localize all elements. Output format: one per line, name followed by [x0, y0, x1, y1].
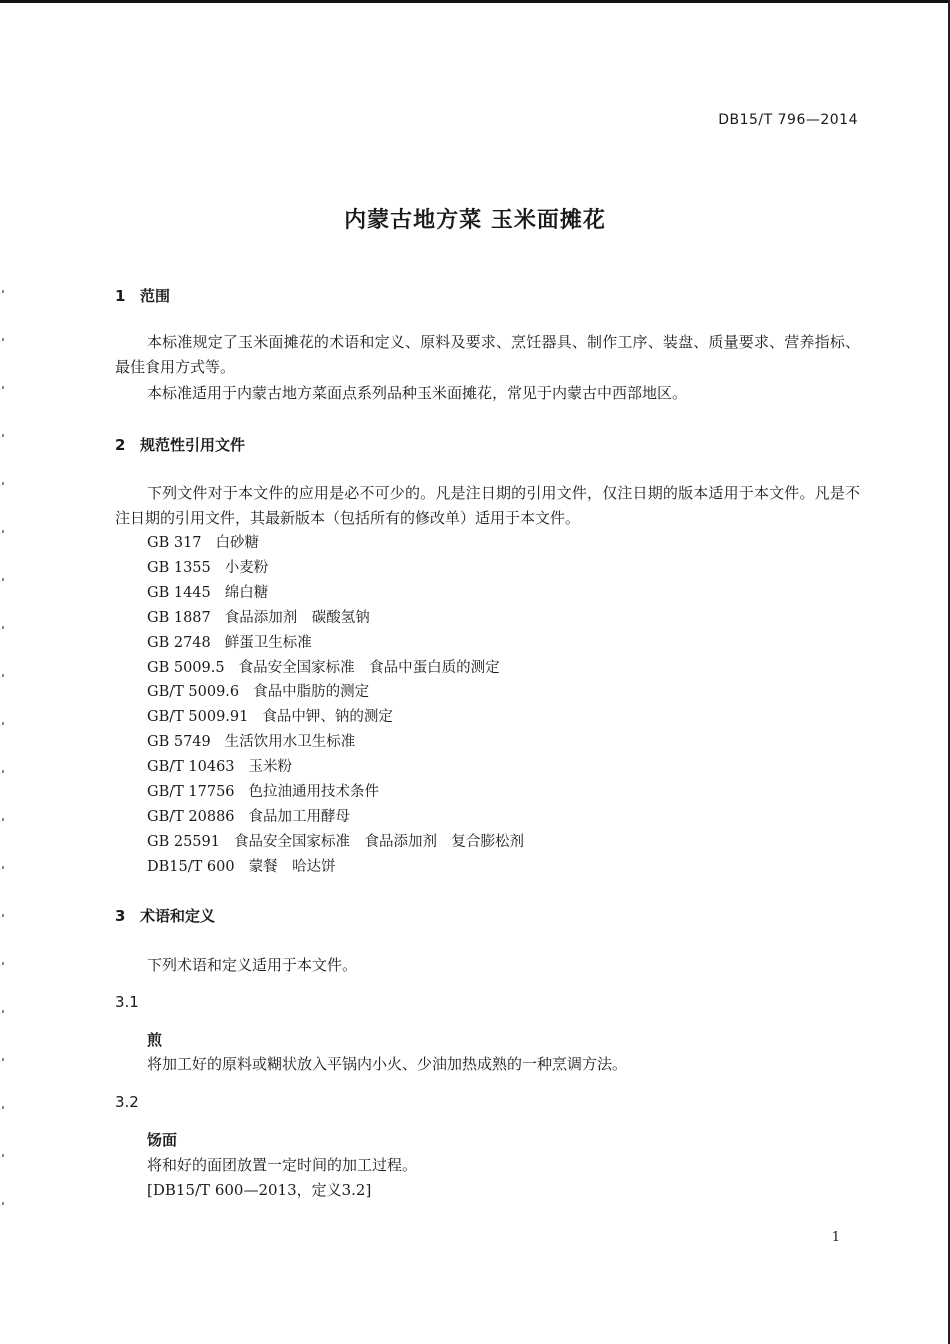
reference-item [147, 531, 524, 556]
reference-item [147, 705, 524, 730]
page-number: 1 [831, 1230, 840, 1245]
reference-code: GB 317 [147, 535, 202, 551]
term-number: 3.1 [115, 993, 139, 1011]
reference-item [147, 680, 524, 705]
section-2-heading [115, 434, 245, 455]
reference-code: GB 2748 [147, 634, 211, 651]
term-definition: 将加工好的原料或糊状放入平锅内小火、少油加热成熟的一种烹调方法。 [147, 1055, 628, 1073]
section-title: 术语和定义 [140, 907, 216, 925]
reference-item [147, 581, 524, 606]
reference-item [147, 830, 524, 855]
terms-intro: 下列术语和定义适用于本文件。 [147, 956, 358, 974]
term-definition: 将和好的面团放置一定时间的加工过程。 [147, 1156, 418, 1174]
reference-code: GB 5749 [147, 734, 211, 751]
reference-title: 食品安全国家标准 食品添加剂 复合膨松剂 [233, 833, 524, 850]
section-title: 范围 [140, 287, 171, 305]
reference-title: 食品中脂肪的测定 [253, 684, 370, 701]
reference-item [147, 805, 524, 830]
section-title: 规范性引用文件 [140, 436, 246, 454]
reference-title: 玉米粉 [248, 759, 293, 776]
reference-title: 鲜蛋卫生标准 [224, 634, 312, 651]
reference-code: GB 1445 [147, 584, 211, 601]
section-1-heading [115, 285, 170, 306]
section-number: 2 [115, 436, 126, 454]
reference-title: 色拉油通用技术条件 [248, 784, 380, 801]
scope-paragraph-2: 本标准适用于内蒙古地方菜面点系列品种玉米面摊花，常见于内蒙古中西部地区。 [147, 384, 688, 402]
reference-item [147, 556, 524, 581]
reference-list [147, 531, 524, 880]
reference-title: 食品添加剂 碳酸氢钠 [224, 609, 370, 626]
reference-title: 食品中钾、钠的测定 [262, 709, 393, 726]
reference-code: GB 1887 [147, 609, 211, 626]
reference-item [147, 780, 524, 805]
reference-title: 生活饮用水卫生标准 [224, 734, 356, 751]
binding-marks [2, 290, 4, 1210]
reference-title: 食品加工用酵母 [248, 808, 351, 825]
reference-item [147, 656, 524, 681]
reference-item [147, 606, 524, 631]
document-title: 内蒙古地方菜 玉米面摊花 [344, 208, 606, 233]
reference-title: 食品安全国家标准 食品中蛋白质的测定 [238, 659, 500, 676]
term-number: 3.2 [115, 1093, 139, 1111]
reference-code: GB/T 5009.91 [147, 709, 249, 726]
reference-item [147, 755, 524, 780]
reference-code: GB 1355 [147, 559, 211, 576]
term-name: 煎 [147, 1031, 163, 1049]
reference-code: GB/T 17756 [147, 784, 235, 801]
reference-title: 绵白糖 [224, 584, 269, 601]
reference-item [147, 631, 524, 656]
reference-title: 小麦粉 [224, 559, 269, 576]
reference-title: 白砂糖 [215, 535, 260, 551]
scope-paragraph-1: 本标准规定了玉米面摊花的术语和定义、原料及要求、烹饪器具、制作工序、装盘、质量要求、营养指标、最佳食用方式等。 [115, 333, 860, 376]
reference-code: GB/T 10463 [147, 759, 235, 776]
reference-item [147, 855, 524, 880]
reference-item [147, 730, 524, 755]
section-number: 1 [115, 287, 126, 305]
scan-border-top [0, 0, 950, 3]
reference-code: GB/T 20886 [147, 808, 235, 825]
reference-code: DB15/T 600 [147, 858, 235, 875]
reference-code: GB/T 5009.6 [147, 684, 240, 701]
section-3-heading [115, 905, 215, 926]
standard-number: DB15/T 796—2014 [718, 112, 858, 128]
reference-code: GB 5009.5 [147, 659, 225, 676]
section-number: 3 [115, 907, 126, 925]
reference-code: GB 25591 [147, 833, 220, 850]
term-name: 饧面 [147, 1131, 178, 1149]
reference-title: 蒙餐 哈达饼 [248, 858, 336, 875]
normative-references-intro: 下列文件对于本文件的应用是必不可少的。凡是注日期的引用文件，仅注日期的版本适用于本文件。凡是不注日期的引用文件，其最新版本（包括所有的修改单）适用于本文件。 [115, 484, 860, 527]
term-source: [DB15/T 600—2013，定义3.2] [147, 1181, 372, 1199]
